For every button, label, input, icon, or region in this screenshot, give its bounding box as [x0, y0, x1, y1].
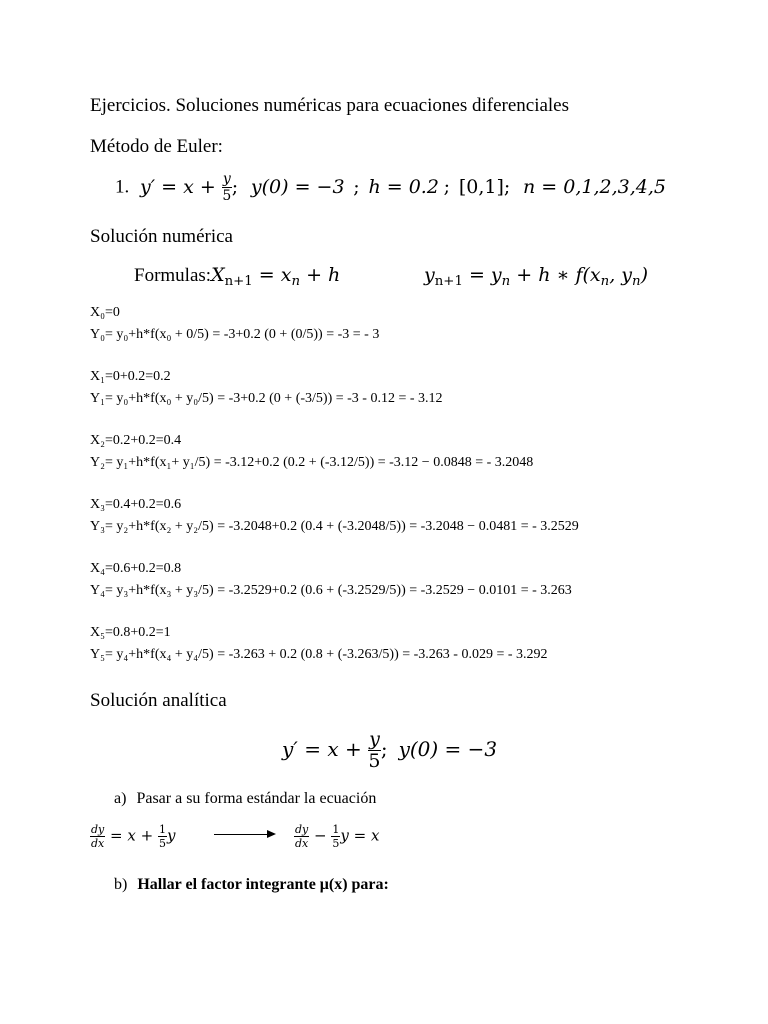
- item-a-text: Pasar a su forma estándar la ecuación: [136, 790, 377, 807]
- analytic-equation: y′ = x + $\frac{y}{5}$ ; y(0) = −3: [282, 728, 498, 772]
- item-b: [114, 876, 389, 894]
- initial-condition: y(0) = −3: [250, 175, 345, 198]
- item-b-marker: b): [114, 876, 128, 893]
- step-x1: X₁=0+0.2=0.2: [90, 369, 171, 384]
- separator: ;: [443, 175, 451, 198]
- ode-standard-form: $\frac{dy}{dx}$ − $\frac{1}{5}$ y = x: [295, 823, 380, 850]
- step-y0: Y₀= y₀+h*f(x₀ + 0/5) = -3+0.2 (0 + (0/5)) = -3 = - 3: [90, 327, 380, 342]
- page-title: Ejercicios. Soluciones numéricas para ecuaciones diferenciales: [90, 95, 570, 116]
- interval: [0,1];: [458, 175, 511, 198]
- step-x3: X₃=0.4+0.2=0.6: [90, 497, 182, 512]
- problem-statement: [115, 172, 666, 203]
- numeric-solution-heading: Solución numérica: [90, 226, 233, 247]
- step-x0: X₀=0: [90, 305, 120, 320]
- formulas-label: Formulas:: [134, 265, 212, 286]
- item-b-text: Hallar el factor integrante μ(x) para:: [137, 876, 389, 893]
- y-recurrence-formula: $y_{n+1} = y_n + h$ ∗ $f(x_n$, $y_n$): [424, 264, 649, 289]
- separator: ;: [353, 175, 360, 198]
- n-values: n = 0,1,2,3,4,5: [523, 175, 666, 198]
- problem-number: 1.: [115, 176, 130, 198]
- step-x4: X₄=0.6+0.2=0.8: [90, 561, 182, 576]
- item-a: [114, 790, 376, 808]
- analytic-solution-heading: Solución analítica: [90, 690, 227, 711]
- ode-equation: y′ = x + $\frac{y}{5}$ ;: [134, 171, 239, 204]
- step-x5: X₅=0.8+0.2=1: [90, 625, 171, 640]
- formulas-line: [134, 264, 340, 287]
- ode-before-standard-form: $\frac{dy}{dx}$ = x + $\frac{1}{5}$ y: [91, 823, 176, 850]
- analytic-initial-condition: y(0) = −3: [398, 737, 498, 761]
- right-arrow-icon: [214, 834, 274, 835]
- step-y3: Y₃= y₂+h*f(x₂ + y₂/5) = -3.2048+0.2 (0.4 + (-3.2048/5)) = -3.2048 − 0.0481 = - 3.2529: [90, 519, 579, 534]
- step-x2: X₂=0.2+0.2=0.4: [90, 433, 182, 448]
- step-y1: Y₁= y₀+h*f(x₀ + y₀/5) = -3+0.2 (0 + (-3/5)) = -3 - 0.12 = - 3.12: [90, 391, 443, 406]
- step-y5: Y₅= y₄+h*f(x₄ + y₄/5) = -3.263 + 0.2 (0.8 + (-3.263/5)) = -3.263 - 0.029 = - 3.292: [90, 647, 548, 662]
- step-y2: Y₂= y₁+h*f(x₁+ y₁/5) = -3.12+0.2 (0.2 + (-3.12/5)) = -3.12 − 0.0848 = - 3.2048: [90, 455, 534, 470]
- step-size: h = 0.2: [368, 175, 439, 198]
- x-recurrence-formula: $X_{n+1} = x_n + h$: [211, 264, 341, 289]
- step-y4: Y₄= y₃+h*f(x₃ + y₃/5) = -3.2529+0.2 (0.6 + (-3.2529/5)) = -3.2529 − 0.0101 = - 3.263: [90, 583, 572, 598]
- method-heading: Método de Euler:: [90, 136, 223, 157]
- item-a-marker: a): [114, 790, 127, 807]
